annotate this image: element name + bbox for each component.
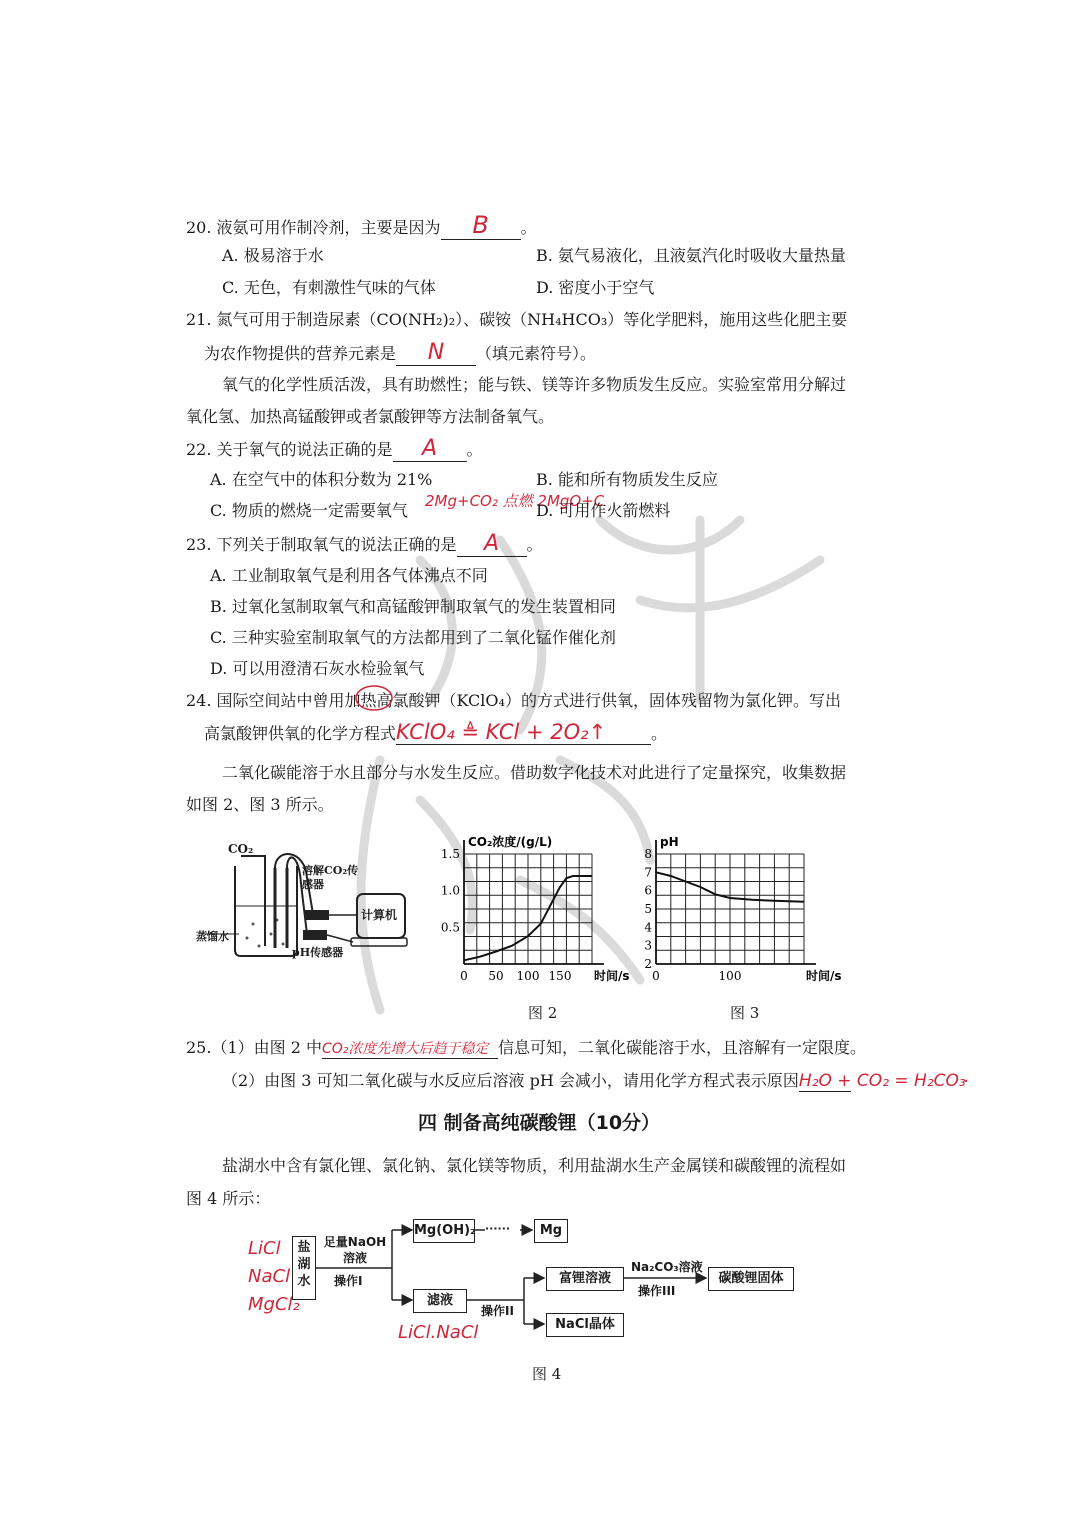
section-4-intro-line1: 盐湖水中含有氯化锂、氯化钠、氯化镁等物质，利用盐湖水生产金属镁和碳酸锂的流程如 — [222, 1156, 847, 1175]
figure-4-caption: 图 4 — [532, 1365, 562, 1383]
q25-p1-answer-blank: CO₂浓度先增大后趋于稳定 — [322, 1038, 498, 1059]
y-axis-label: pH — [660, 835, 679, 849]
section-4-intro-line2: 图 4 所示： — [186, 1189, 271, 1208]
section-4-title: 四 制备高纯碳酸锂（10分） — [418, 1112, 661, 1134]
flow-li-rich-solution: 富锂溶液 — [546, 1267, 624, 1291]
q21-line1: 21. 氮气可用于制造尿素（CO(NH₂)₂）、碳铵（NH₄HCO₃）等化学肥料，施用这些化肥主要 — [186, 310, 848, 329]
flow-lake-water: 盐湖水 — [292, 1236, 316, 1300]
x-tick-label: 0 — [652, 969, 660, 983]
co2-intro-line1: 二氧化碳能溶于水且部分与水发生反应。借助数字化技术对此进行了定量探究，收集数据 — [222, 763, 847, 782]
flow-note-filtrate: LiCl.NaCl — [398, 1322, 479, 1343]
q20-stem: 20. 液氨可用作制冷剂，主要是因为 B 。 — [186, 211, 537, 239]
x-tick-label: 100 — [516, 969, 540, 983]
figure-2-caption: 图 2 — [528, 1004, 558, 1022]
y-tick-label: 1.0 — [440, 883, 460, 898]
flow-dots: ······ — [485, 1222, 511, 1235]
apparatus-co2-sensor-label: 溶解CO₂传感器 — [302, 864, 359, 891]
q23-option-d: D. 可以用澄清石灰水检验氧气 — [210, 659, 425, 678]
q25-p2-end: . — [964, 1066, 970, 1087]
y-tick-label: 4 — [644, 920, 652, 935]
q22-answer-blank: A — [393, 436, 467, 462]
q25-part2: （2）由图 3 可知二氧化碳与水反应后溶液 pH 会减小，请用化学方程式表示原因H₂O + CO₂ = H₂CO₃ — [222, 1071, 966, 1091]
flow-nacl-crystal: NaCl晶体 — [546, 1313, 624, 1337]
q23-answer-blank: A — [457, 531, 527, 557]
flow-li2co3-solid: 碳酸锂固体 — [708, 1267, 794, 1291]
q21-answer-blank: N — [396, 340, 476, 366]
y-tick-label: 1.5 — [440, 847, 460, 861]
flow-operation-3: 操作III — [638, 1284, 676, 1298]
oxygen-intro-line2: 氧化氢、加热高锰酸钾或者氯酸钾等方法制备氧气。 — [186, 407, 555, 426]
y-tick-label: 6 — [644, 883, 652, 898]
q22-option-b: B. 能和所有物质发生反应 — [536, 470, 718, 489]
y-tick-label: 0.5 — [440, 920, 460, 935]
figure-3-caption: 图 3 — [730, 1004, 760, 1022]
y-tick-label: 5 — [644, 902, 652, 916]
q23-stem: 23. 下列关于制取氧气的说法正确的是 A 。 — [186, 531, 543, 556]
q22-option-d: D. 可用作火箭燃料 — [536, 501, 671, 520]
q20-answer-blank: B — [441, 211, 521, 240]
y-tick-label: 2 — [644, 957, 652, 971]
flow-note-nacl: NaCl — [248, 1266, 291, 1287]
y-tick-label: 3 — [644, 938, 652, 953]
apparatus-water-label: 蒸馏水 — [196, 930, 229, 943]
q24-line1: 24. 国际空间站中曾用加热高氯酸钾（KClO₄）的方式进行供氧，固体残留物为氯化钾。写出 — [186, 691, 841, 710]
flow-note-licl: LiCl — [248, 1238, 281, 1259]
flow-filtrate: 滤液 — [413, 1289, 467, 1313]
apparatus-ph-sensor-label: pH传感器 — [292, 946, 344, 959]
q20-option-b: B. 氨气易液化，且液氨汽化时吸收大量热量 — [536, 246, 846, 265]
x-axis-label: 时间/s — [806, 969, 842, 983]
q23-option-c: C. 三种实验室制取氧气的方法都用到了二氧化锰作催化剂 — [210, 628, 616, 647]
x-tick-label: 100 — [718, 969, 742, 983]
q21-line2: 为农作物提供的营养元素是 N （填元素符号）。 — [204, 340, 597, 365]
q20-option-a: A. 极易溶于水 — [222, 246, 324, 265]
q25-p2-answer-blank: H₂O + CO₂ = H₂CO₃ — [798, 1071, 966, 1091]
q24-line2: 高氯酸钾供氧的化学方程式KClO₄ ≜ KCl + 2O₂↑ 。 — [204, 720, 668, 744]
q23-option-a: A. 工业制取氧气是利用各气体沸点不同 — [210, 566, 488, 585]
q22-handwritten-note: 2Mg+CO₂ 点燃 2MgO+C — [425, 492, 605, 510]
co2-intro-line2: 如图 2、图 3 所示。 — [186, 795, 334, 814]
y-tick-label: 8 — [644, 847, 652, 861]
x-tick-label: 150 — [548, 969, 572, 983]
q20-option-d: D. 密度小于空气 — [536, 278, 655, 297]
flow-operation-1: 操作I — [334, 1274, 363, 1288]
flow-note-mgcl2: MgCl₂ — [248, 1294, 300, 1315]
q22-stem: 22. 关于氧气的说法正确的是 A 。 — [186, 436, 483, 461]
q22-option-c: C. 物质的燃烧一定需要氧气 — [210, 501, 408, 520]
oxygen-intro-line1: 氧气的化学性质活泼，具有助燃性；能与铁、镁等许多物质发生反应。实验室常用分解过 — [222, 375, 847, 394]
flow-reagent-na2co3: Na₂CO₃溶液 — [631, 1260, 703, 1274]
y-tick-label: 7 — [644, 865, 652, 880]
flow-operation-2: 操作II — [481, 1304, 514, 1318]
x-axis-label: 时间/s — [594, 969, 630, 983]
apparatus-co2-label: CO₂ — [228, 842, 254, 856]
q23-option-b: B. 过氧化氢制取氧气和高锰酸钾制取氧气的发生装置相同 — [210, 597, 616, 616]
q25-part1: 25.（1）由图 2 中CO₂浓度先增大后趋于稳定 信息可知，二氧化碳能溶于水，且溶解有一定限度。 — [186, 1038, 866, 1057]
flow-mgoh2: Mg(OH)₂ — [413, 1219, 475, 1243]
flow-reagent-naoh: 足量NaOH溶液 — [323, 1235, 387, 1265]
apparatus-computer-label: 计算机 — [361, 908, 398, 922]
x-tick-label: 50 — [488, 969, 504, 983]
q24-answer-blank: KClO₄ ≜ KCl + 2O₂↑ — [396, 720, 651, 745]
q20-option-c: C. 无色，有刺激性气味的气体 — [222, 278, 436, 297]
x-tick-label: 0 — [460, 969, 468, 983]
q22-option-a: A. 在空气中的体积分数为 21% — [210, 470, 433, 489]
flow-mg: Mg — [534, 1219, 568, 1243]
y-axis-label: CO₂浓度/(g/L) — [468, 835, 553, 849]
